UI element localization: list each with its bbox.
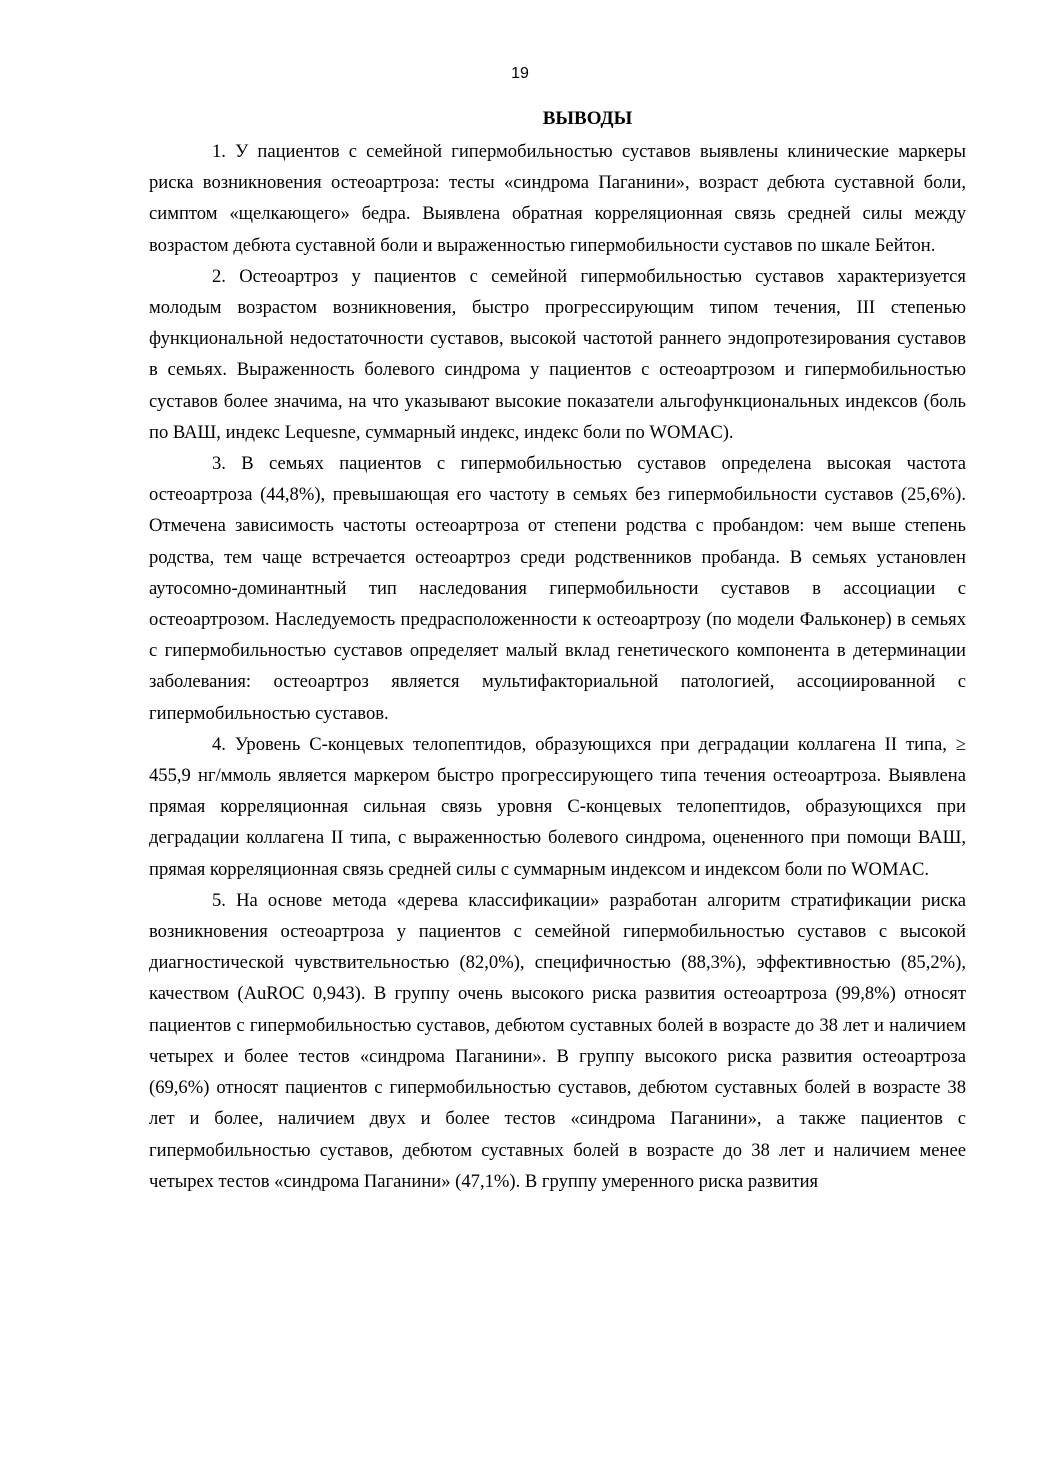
conclusion-paragraph-4: 4. Уровень С-концевых телопептидов, образующихся при деградации коллагена II типа, ≥ 455,9 нг/ммоль является маркером быстро прогрессирующего типа течения остеоартроза. Выявлена прямая корреляционная сильная связь уровня С-концевых телопептидов, образующихся при деградации коллагена II типа, с выраженностью болевого синдрома, оцененного при помощи ВАШ, прямая корреляционная связь средней силы с суммарным индексом и индексом боли по WOMAC. (149, 733, 966, 880)
section-heading: ВЫВОДЫ (542, 108, 633, 129)
conclusion-paragraph-3: 3. В семьях пациентов с гипермобильностью суставов определена высокая частота остеоартроза (44,8%), превышающая его частоту в семьях без гипермобильности суставов (25,6%). Отмечена зависимость частоты остеоартроза от степени родства с пробандом: чем выше степень родства, тем чаще встречается остеоартроз среди родственников пробанда. В семьях установлен аутосомно-доминантный тип наследования гипермобильности суставов в ассоциации с остеоартрозом. Наследуемость предрасположенности к остеоартрозу (по модели Фальконер) в семьях с гипермобильностью суставов определяет малый вклад генетического компонента в детерминации заболевания: остеоартроз является мультифакториальной патологией, ассоциированной с гипермобильностью суставов. (149, 453, 966, 724)
page-number: 19 (511, 65, 529, 82)
document-body (149, 106, 966, 1197)
conclusion-paragraph-2: 2. Остеоартроз у пациентов с семейной гипермобильностью суставов характеризуется молодым возрастом возникновения, быстро прогрессирующим типом течения, III степенью функциональной недостаточности суставов, высокой частотой раннего эндопротезирования суставов в семьях. Выраженность болевого синдрома у пациентов с остеоартрозом и гипермобильностью суставов более значима, на что указывают высокие показатели альгофункциональных индексов (боль по ВАШ, индекс Lequesne, суммарный индекс, индекс боли по WOMAC). (149, 265, 966, 443)
conclusion-paragraph-1: 1. У пациентов с семейной гипермобильностью суставов выявлены клинические маркеры риска возникновения остеоартроза: тесты «синдрома Паганини», возраст дебюта суставной боли, симптом «щелкающего» бедра. Выявлена обратная корреляционная связь средней силы между возрастом дебюта суставной боли и выраженностью гипермобильности суставов по шкале Бейтон. (149, 141, 966, 256)
conclusion-paragraph-5: 5. На основе метода «дерева классификации» разработан алгоритм стратификации риска возникновения остеоартроза у пациентов с семейной гипермобильностью суставов с высокой диагностической чувствительностью (82,0%), специфичностью (88,3%), эффективностью (85,2%), качеством (AuROC 0,943). В группу очень высокого риска развития остеоартроза (99,8%) относят пациентов с гипермобильностью суставов, дебютом суставных болей в возрасте до 38 лет и наличием четырех и более тестов «синдрома Паганини». В группу высокого риска развития остеоартроза (69,6%) относят пациентов с гипермобильностью суставов, дебютом суставных болей в возрасте 38 лет и более, наличием двух и более тестов «синдрома Паганини», а также пациентов с гипермобильностью суставов, дебютом суставных болей в возрасте до 38 лет и наличием менее четырех тестов «синдрома Паганини» (47,1%). В группу умеренного риска развития (149, 889, 966, 1192)
